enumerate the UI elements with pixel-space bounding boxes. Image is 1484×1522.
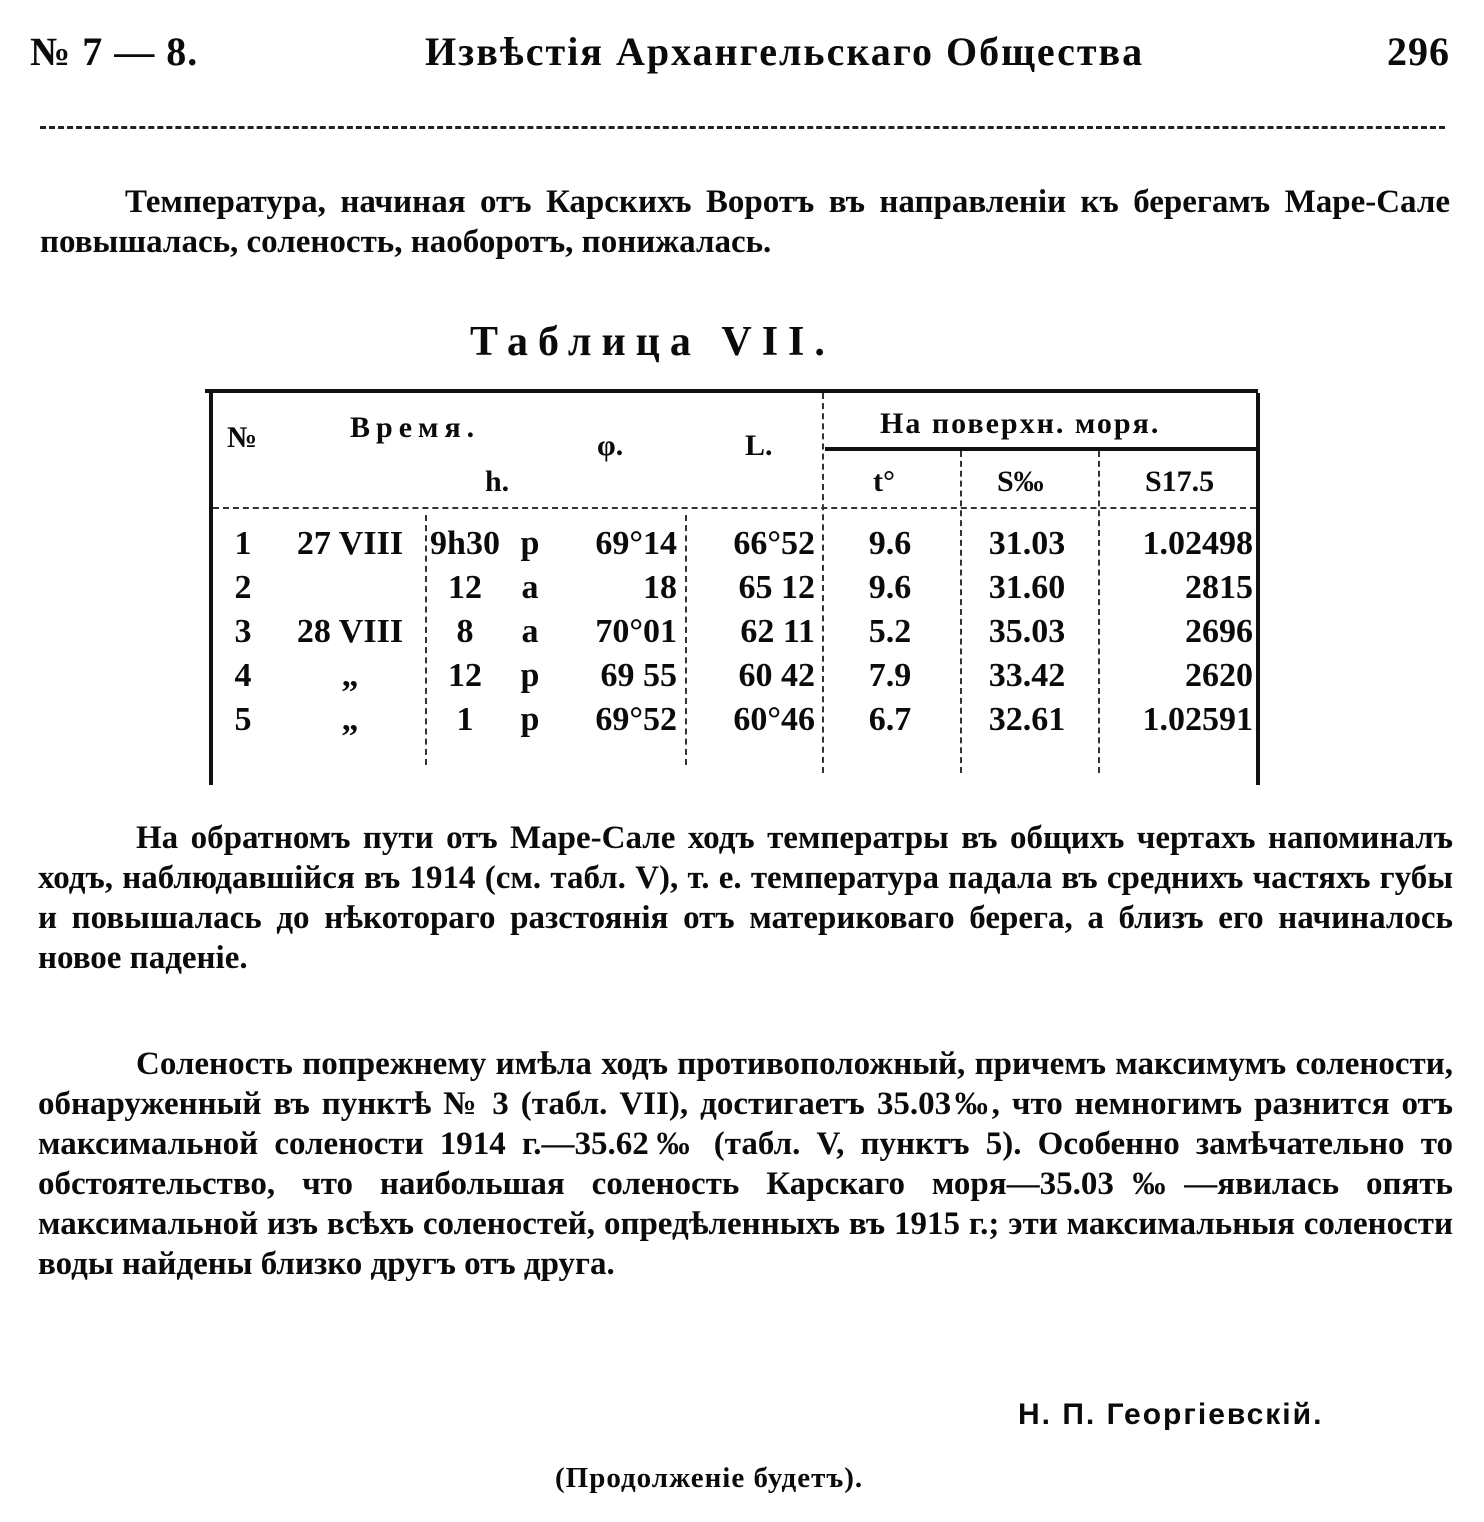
- table-right-rule: [1256, 393, 1260, 785]
- cell-hour: 1: [456, 701, 474, 738]
- cell-d: 1.02591: [1142, 701, 1253, 738]
- cell-s: 35.03: [988, 613, 1066, 650]
- table-top-rule: [205, 389, 1258, 393]
- cell-ap: p: [520, 701, 540, 738]
- header-temperature: t°: [873, 465, 895, 498]
- surface-group-rule: [825, 447, 1256, 451]
- header-time: Время.: [350, 411, 481, 444]
- table-left-rule: [209, 393, 213, 785]
- cell-ap: p: [520, 525, 540, 562]
- table-title: Таблица VII.: [470, 319, 835, 365]
- cell-lat: 70°01: [595, 613, 677, 650]
- header-longitude: L.: [745, 429, 773, 462]
- cell-n: 1: [234, 525, 252, 562]
- cell-lon: 62 11: [740, 613, 815, 650]
- cell-date: „: [341, 657, 359, 694]
- cell-d: 1.02498: [1142, 525, 1253, 562]
- cell-t: 5.2: [868, 613, 912, 650]
- header-surface-group: На поверхн. моря.: [880, 407, 1161, 440]
- cell-d: 2620: [1185, 657, 1253, 694]
- cell-date: 27 VIII: [296, 525, 404, 562]
- cell-n: 4: [234, 657, 252, 694]
- journal-title: Извѣстія Архангельскаго Общества: [425, 29, 1145, 74]
- cell-lon: 60 42: [738, 657, 815, 694]
- cell-lat: 69 55: [600, 657, 677, 694]
- paragraph-3: Соленость попрежнему имѣла ходъ противоположный, причемъ максимумъ солености, обнаруженный въ пунктѣ № 3 (табл. VII), достигаетъ 35.03‰, что немногимъ разнится отъ максимальной солености 1914 г.—35.62‰ (табл. V, пунктъ 5). Особенно замѣчательно то обстоятельство, что наибольшая соленость Карскаго моря—35.03‰—явилась опять максимальной изъ всѣхъ соленостей, опредѣленныхъ въ 1915 г.; эти максимальныя солености воды найдены близко другъ отъ друга.: [38, 1046, 1453, 1282]
- header-number: №: [227, 421, 258, 454]
- paragraph-2: На обратномъ пути отъ Маре-Сале ходъ температры въ общихъ чертахъ напоминалъ ходъ, наблюдавшійся въ 1914 (см. табл. V), т. е. температура падала въ среднихъ частяхъ губы и повышалась до нѣкотораго разстоянія отъ материковаго берега, а близъ его начиналось новое паденіе.: [38, 820, 1453, 976]
- continued-note: (Продолженіе будетъ).: [555, 1462, 864, 1494]
- cell-d: 2815: [1185, 569, 1253, 606]
- cell-d: 2696: [1185, 613, 1253, 650]
- header-rule: [40, 126, 1445, 129]
- cell-lat: 18: [643, 569, 677, 606]
- header-salinity: S‰: [997, 465, 1044, 498]
- cell-hour: 12: [448, 657, 482, 694]
- cell-t: 9.6: [868, 525, 912, 562]
- header-latitude: φ.: [597, 429, 624, 462]
- cell-lon: 65 12: [738, 569, 815, 606]
- header-hour: h.: [485, 465, 510, 498]
- cell-s: 33.42: [988, 657, 1066, 694]
- column-divider: [822, 393, 824, 773]
- issue-number: № 7 — 8.: [30, 29, 199, 74]
- cell-t: 6.7: [868, 701, 912, 738]
- column-divider: [425, 515, 427, 765]
- author-signature: Н. П. Георгіевскій.: [1018, 1398, 1324, 1431]
- running-head: [30, 28, 1450, 78]
- cell-s: 31.60: [988, 569, 1066, 606]
- cell-date: „: [341, 701, 359, 738]
- cell-hour: 8: [456, 613, 474, 650]
- cell-t: 7.9: [868, 657, 912, 694]
- intro-paragraph: Температура, начиная отъ Карскихъ Воротъ въ направленіи къ берегамъ Маре-Сале повышалась, соленость, наоборотъ, понижалась.: [40, 184, 1450, 260]
- cell-ap: a: [521, 613, 539, 650]
- cell-s: 31.03: [988, 525, 1066, 562]
- column-divider: [960, 451, 962, 773]
- cell-t: 9.6: [868, 569, 912, 606]
- cell-lon: 60°46: [733, 701, 815, 738]
- cell-n: 2: [234, 569, 252, 606]
- column-divider: [685, 515, 687, 765]
- cell-lon: 66°52: [733, 525, 815, 562]
- column-divider: [1098, 451, 1100, 773]
- cell-hour: 9h30: [430, 525, 500, 562]
- data-table: [205, 385, 1270, 785]
- cell-lat: 69°14: [595, 525, 677, 562]
- header-density: S17.5: [1145, 465, 1215, 498]
- cell-n: 5: [234, 701, 252, 738]
- cell-ap: a: [521, 569, 539, 606]
- cell-ap: p: [520, 657, 540, 694]
- cell-date: 28 VIII: [296, 613, 404, 650]
- cell-lat: 69°52: [595, 701, 677, 738]
- page-number: 296: [1387, 29, 1450, 74]
- cell-hour: 12: [448, 569, 482, 606]
- cell-n: 3: [234, 613, 252, 650]
- cell-s: 32.61: [988, 701, 1066, 738]
